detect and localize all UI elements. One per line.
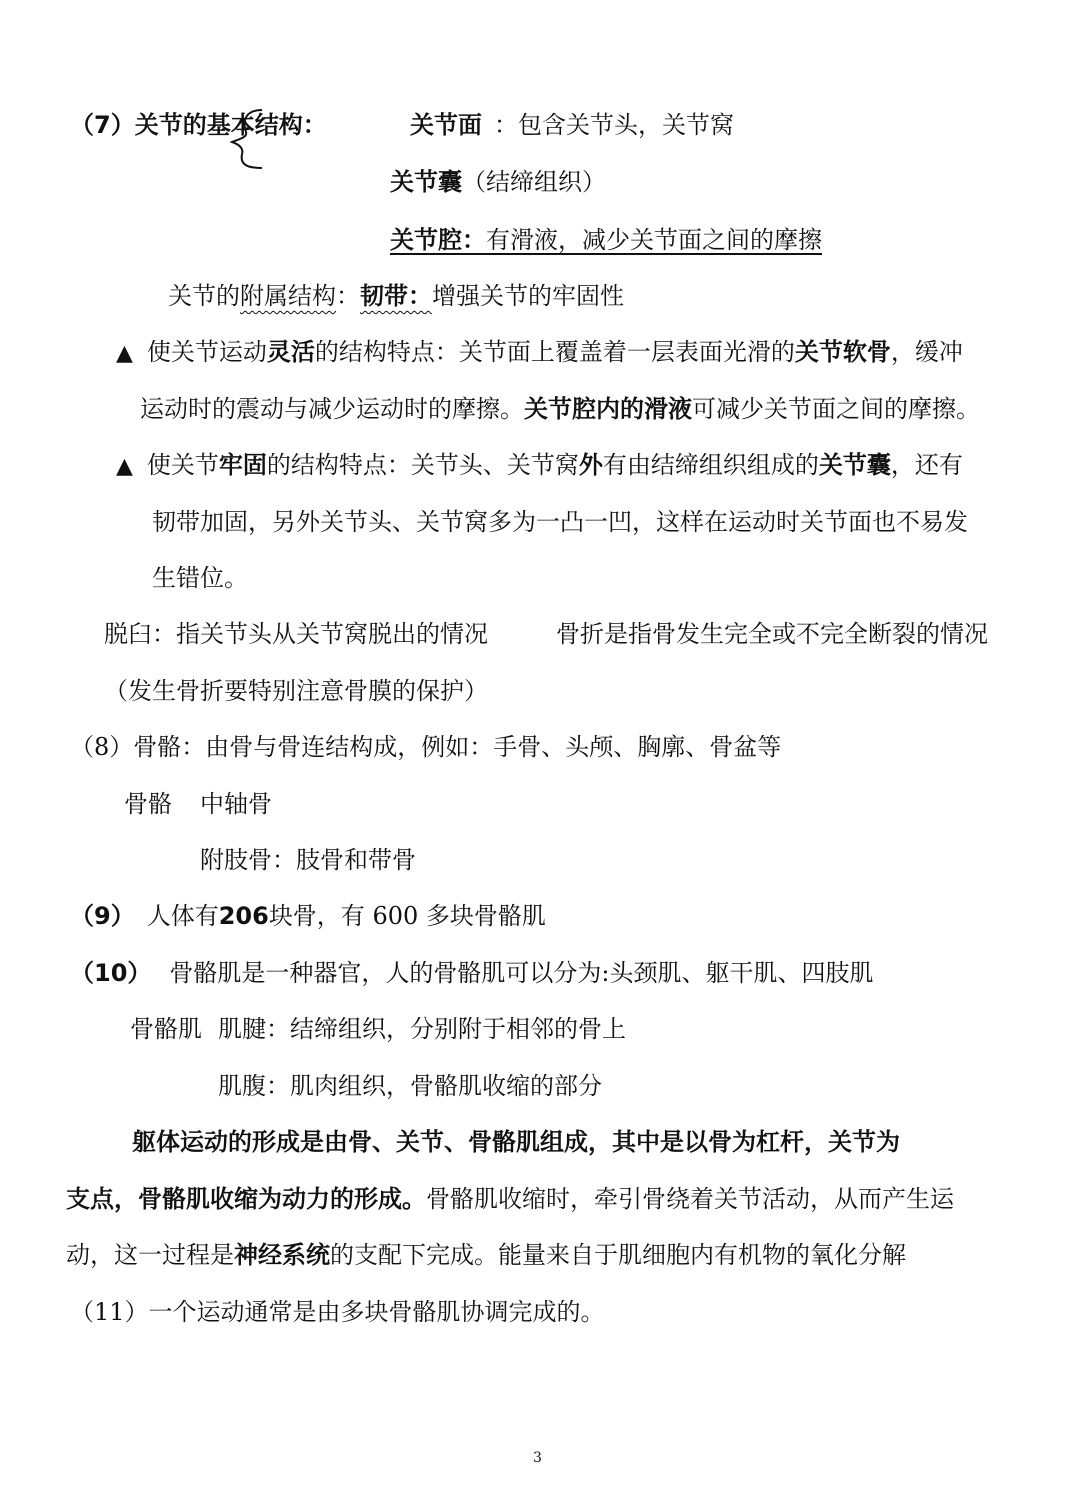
text: 的支配下完成。能量来自于肌细胞内有机物的氧化分解 — [330, 1241, 906, 1269]
text: 骨骼肌是一种器官，人的骨骼肌可以分为:头颈肌、躯干肌、四肢肌 — [169, 959, 874, 987]
accessory-prefix: 关节的 — [168, 282, 240, 310]
text: 骨骼肌收缩时，牵引骨绕着关节活动，从而产生运 — [426, 1185, 954, 1213]
bold-text: 关节腔内的滑液 — [524, 395, 692, 423]
text: 动，这一过程是 — [66, 1241, 234, 1269]
accessory-structure-line — [168, 280, 624, 312]
ligament-desc: 增强关节的牢固性 — [432, 282, 624, 310]
joint-cavity-line — [390, 224, 822, 256]
fracture-note: （发生骨折要特别注意骨膜的保护） — [104, 677, 488, 705]
joint-cavity-desc: 有滑液，减少关节面之间的摩擦 — [486, 226, 822, 254]
summary-line-1: 躯体运动的形成是由骨、关节、骨骼肌组成，其中是以骨为杠杆，关节为 — [132, 1128, 900, 1156]
page-number: 3 — [533, 1450, 542, 1466]
section-10 — [70, 957, 874, 989]
joint-surface-line — [410, 109, 734, 141]
bold-text: 灵活 — [266, 338, 315, 366]
text: 可减少关节面之间的摩擦。 — [692, 395, 980, 423]
bone-count: 206 — [218, 902, 269, 930]
bold-text: 关节软骨 — [794, 338, 891, 366]
bold-text: 支点，骨骼肌收缩为动力的形成。 — [66, 1185, 426, 1213]
text: 的结构特点：关节头、关节窝 — [266, 451, 579, 479]
section-9 — [70, 900, 546, 932]
joint-surface-term: 关节面 — [410, 111, 482, 139]
text: 人体有 — [146, 902, 219, 930]
joint-cavity-term: 关节腔： — [390, 226, 486, 254]
accessory-colon: ： — [336, 282, 360, 310]
bold-text: 关节囊 — [818, 451, 891, 479]
muscle-belly-definition: 肌腹：肌肉组织，骨骼肌收缩的部分 — [218, 1072, 602, 1100]
flexibility-line-1 — [116, 336, 963, 370]
accessory-label: 附属结构 — [240, 282, 336, 310]
tendon-definition: 肌腱：结缔组织，分别附于相邻的骨上 — [218, 1015, 626, 1043]
text: 使关节 — [146, 451, 219, 479]
bold-text: 牢固 — [218, 451, 267, 479]
text: 使关节运动 — [146, 338, 267, 366]
text: 块骨，有 600 多块骨骼肌 — [268, 902, 546, 930]
firmness-line-3: 生错位。 — [152, 564, 248, 592]
text: 有由结缔组织组成的 — [602, 451, 819, 479]
bold-text: 外 — [578, 451, 603, 479]
ligament-term: 韧带： — [360, 282, 432, 310]
joint-capsule-desc: （结缔组织） — [462, 168, 606, 196]
skeleton-label: 骨骼 — [124, 790, 172, 818]
flexibility-line-2 — [140, 393, 980, 425]
section-number: （9） — [70, 902, 135, 930]
joint-capsule-line — [390, 166, 606, 198]
text: ，还有 — [890, 451, 963, 479]
triangle-bullet-icon: ▲ — [116, 341, 133, 366]
summary-line-2 — [66, 1183, 954, 1215]
section-11: （11）一个运动通常是由多块骨骼肌协调完成的。 — [70, 1298, 605, 1326]
text: ，缓冲 — [890, 338, 963, 366]
firmness-line-2: 韧带加固，另外关节头、关节窝多为一凸一凹，这样在运动时关节面也不易发 — [152, 508, 968, 536]
text: 运动时的震动与减少运动时的摩擦。 — [140, 395, 524, 423]
appendicular-skeleton: 附肢骨：肢骨和带骨 — [200, 846, 416, 874]
fracture-definition: 骨折是指骨发生完全或不完全断裂的情况 — [556, 620, 988, 648]
brace-icon — [228, 108, 278, 172]
dislocation-definition: 脱臼：指关节头从关节窝脱出的情况 — [104, 620, 488, 648]
joint-capsule-term: 关节囊 — [390, 168, 462, 196]
firmness-line-1 — [116, 449, 963, 483]
section-8: （8）骨骼：由骨与骨连结构成，例如：手骨、头颅、胸廓、骨盆等 — [70, 733, 782, 761]
skeletal-muscle-label: 骨骼肌 — [130, 1015, 202, 1043]
text: 的结构特点：关节面上覆盖着一层表面光滑的 — [314, 338, 795, 366]
section-7-title: （7）关节的基本结构： — [70, 111, 327, 139]
axial-skeleton: 中轴骨 — [200, 790, 272, 818]
section-number: （10） — [70, 959, 152, 987]
triangle-bullet-icon: ▲ — [116, 454, 133, 479]
summary-line-3 — [66, 1239, 906, 1271]
bold-text: 神经系统 — [234, 1241, 330, 1269]
joint-surface-desc: ：包含关节头，关节窝 — [494, 111, 734, 139]
